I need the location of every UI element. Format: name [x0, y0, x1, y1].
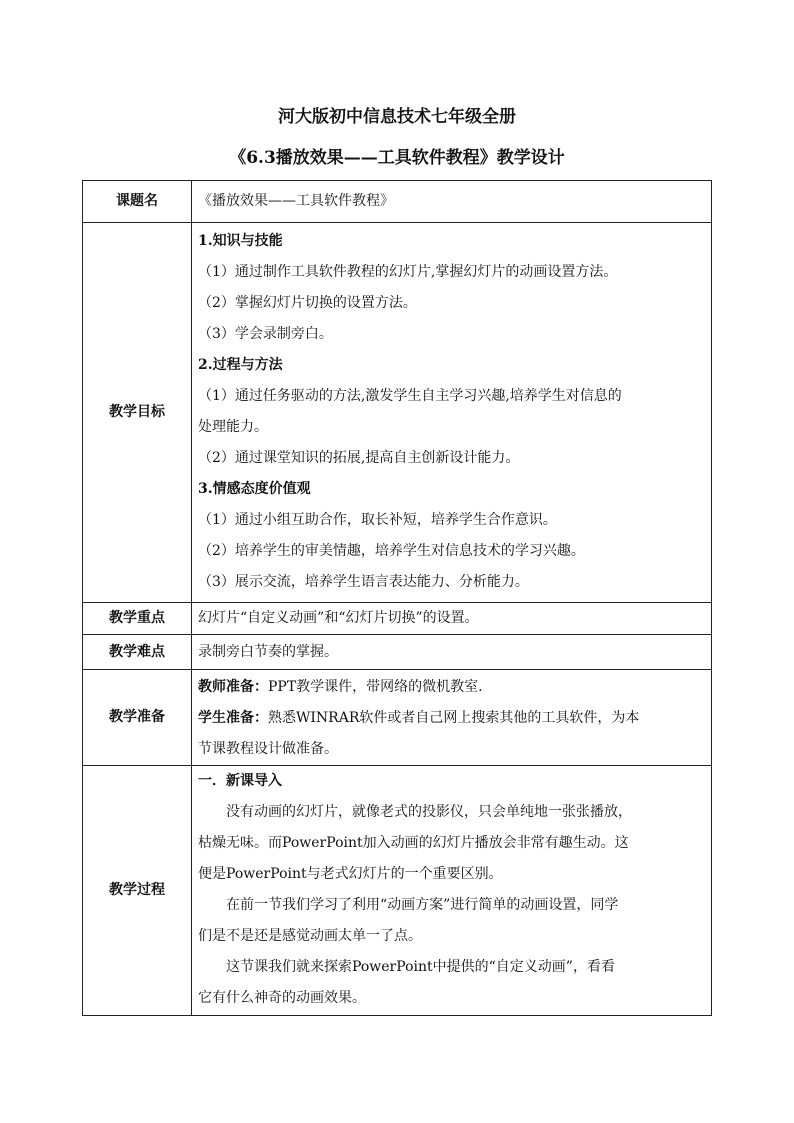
- process-para2-line2: 们是不是还是感觉动画太单一了点。: [198, 928, 422, 944]
- goals-heading-process: 2.过程与方法: [198, 357, 283, 373]
- difficulty-value: 录制旁白节奏的掌握。: [192, 635, 712, 670]
- goals-attitude-3: （3）展示交流，培养学生语言表达能力、分析能力。: [198, 574, 529, 590]
- process-para3-line1: 这节课我们就来探索PowerPoint中提供的“自定义动画”，看看: [226, 959, 615, 975]
- difficulty-label: 教学难点: [83, 635, 192, 670]
- document-subtitle: 《6.3播放效果——工具软件教程》教学设计: [229, 148, 565, 168]
- topic-label: 课题名: [83, 181, 192, 223]
- process-para2-line1: 在前一节我们学习了利用“动画方案”进行简单的动画设置，同学: [226, 897, 619, 913]
- prep-label: 教学准备: [83, 670, 192, 766]
- process-para1-line2: 枯燥无味。而PowerPoint加入动画的幻灯片播放会非常有趣生动。这: [198, 835, 629, 851]
- process-content: [192, 766, 712, 1016]
- teacher-prep-label: 教师准备：: [198, 679, 268, 695]
- goals-content: [192, 223, 712, 603]
- student-prep-text-b: 节课教程设计做准备。: [198, 741, 338, 757]
- goals-heading-attitude: 3.情感态度价值观: [198, 481, 311, 497]
- goals-process-1b: 处理能力。: [198, 419, 268, 435]
- goals-knowledge-2: （2）掌握幻灯片切换的设置方法。: [198, 295, 417, 311]
- topic-value: 《播放效果——工具软件教程》: [192, 181, 712, 223]
- document-title: 河大版初中信息技术七年级全册: [278, 107, 516, 127]
- key-value: 幻灯片“自定义动画”和“幻灯片切换”的设置。: [192, 603, 712, 635]
- row-topic: [83, 181, 712, 223]
- student-prep-label: 学生准备：: [198, 710, 268, 726]
- row-key-points: [83, 603, 712, 635]
- row-difficulty: [83, 635, 712, 670]
- key-label: 教学重点: [83, 603, 192, 635]
- process-para3-line2: 它有什么神奇的动画效果。: [198, 990, 366, 1006]
- goals-heading-knowledge: 1.知识与技能: [198, 233, 283, 249]
- goals-attitude-2: （2）培养学生的审美情趣，培养学生对信息技术的学习兴趣。: [198, 543, 585, 559]
- process-para1-line1: 没有动画的幻灯片，就像老式的投影仪，只会单纯地一张张播放，: [226, 804, 632, 820]
- row-goals: [83, 223, 712, 603]
- lesson-plan-table: [82, 180, 712, 1016]
- goals-knowledge-1: （1）通过制作工具软件教程的幻灯片,掌握幻灯片的动画设置方法。: [198, 264, 618, 280]
- prep-content: [192, 670, 712, 766]
- student-prep-text-a: 熟悉WINRAR软件或者自己网上搜索其他的工具软件，为本: [268, 710, 640, 726]
- process-para1-line3: 便是PowerPoint与老式幻灯片的一个重要区别。: [198, 866, 503, 882]
- teacher-prep-text: PPT教学课件，带网络的微机教室.: [268, 679, 483, 695]
- process-heading-intro: 一．新课导入: [198, 773, 282, 789]
- goals-label: 教学目标: [83, 223, 192, 603]
- goals-knowledge-3: （3）学会录制旁白。: [198, 326, 333, 342]
- goals-process-2: （2）通过课堂知识的拓展,提高自主创新设计能力。: [198, 450, 520, 466]
- row-process: [83, 766, 712, 1016]
- process-label: 教学过程: [83, 766, 192, 1016]
- row-preparation: [83, 670, 712, 766]
- goals-attitude-1: （1）通过小组互助合作，取长补短，培养学生合作意识。: [198, 512, 557, 528]
- goals-process-1a: （1）通过任务驱动的方法,激发学生自主学习兴趣,培养学生对信息的: [198, 388, 622, 404]
